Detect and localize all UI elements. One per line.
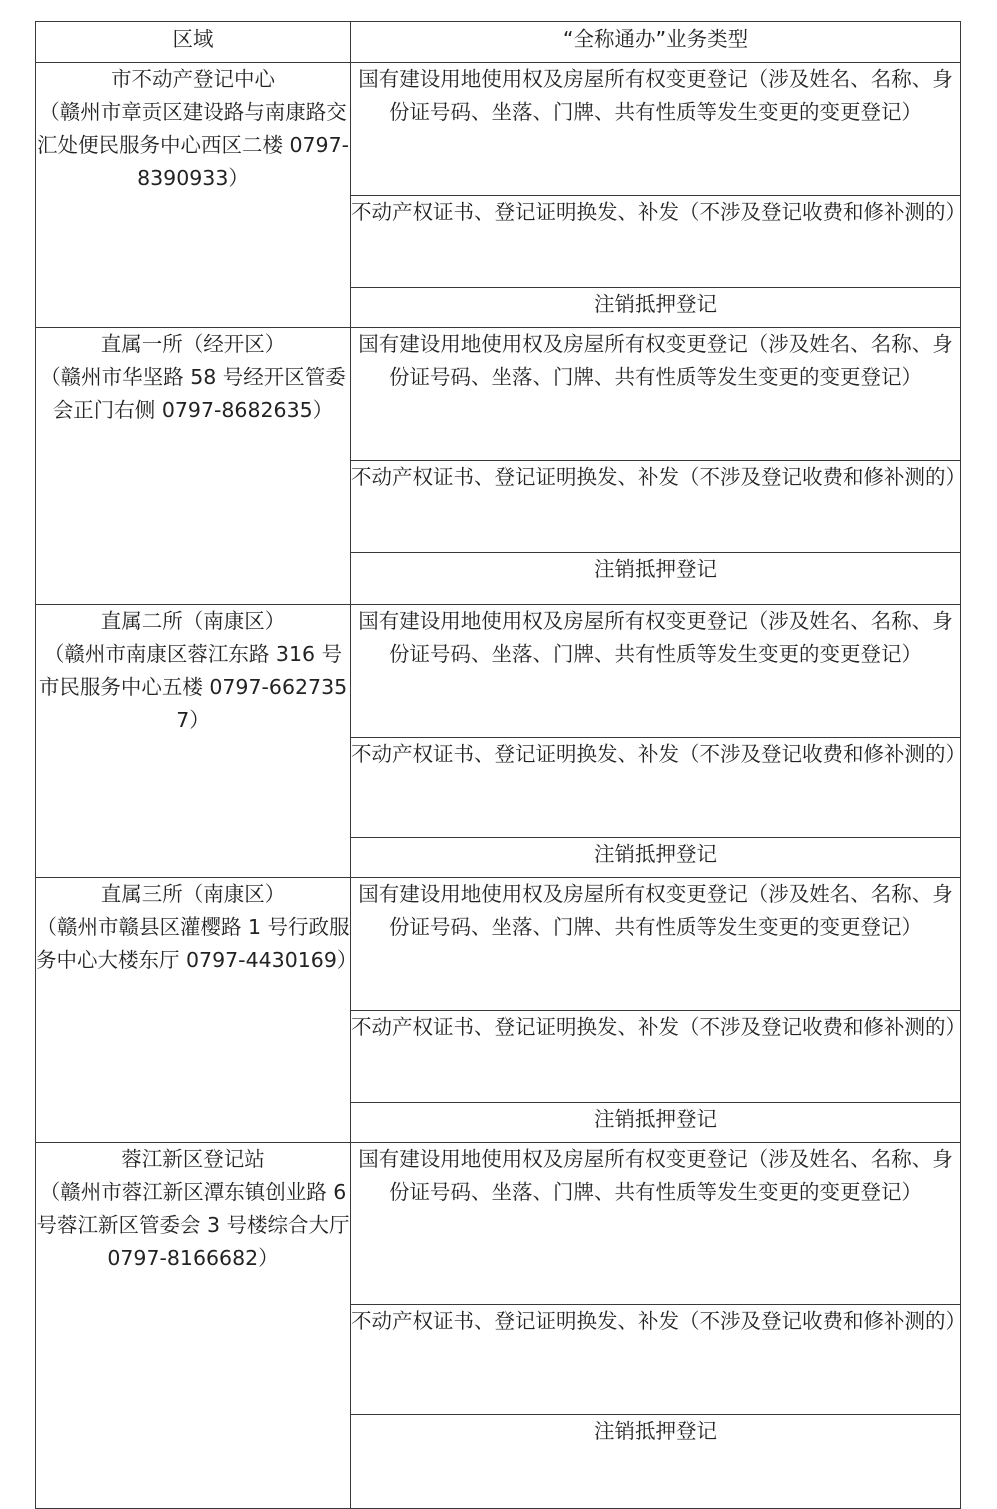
region-column-header: 区域 [36,22,351,63]
service-type-cancel-mortgage: 注销抵押登记 [351,288,961,328]
region-address: （赣州市南康区蓉江东路 316 号市民服务中心五楼 0797-6627357） [38,642,348,732]
region-name: 直属二所（南康区） [100,609,286,633]
service-type-certificate-reissue: 不动产权证书、登记证明换发、补发（不涉及登记收费和修补测的） [351,461,961,553]
service-type-certificate-reissue: 不动产权证书、登记证明换发、补发（不涉及登记收费和修补测的） [351,738,961,838]
region-name: 蓉江新区登记站 [121,1147,265,1171]
region-address: （赣州市蓉江新区潭东镇创业路 6 号蓉江新区管委会 3 号楼综合大厅 0797-8166682） [36,1180,350,1270]
table-row [36,605,961,738]
service-type-cancel-mortgage: 注销抵押登记 [351,1103,961,1143]
region-cell [36,63,351,328]
service-type-cancel-mortgage: 注销抵押登记 [351,1415,961,1509]
table-header-row [36,22,961,63]
service-type-change-registration: 国有建设用地使用权及房屋所有权变更登记（涉及姓名、名称、身份证号码、坐落、门牌、共有性质等发生变更的变更登记） [351,605,961,738]
service-type-cancel-mortgage: 注销抵押登记 [351,553,961,605]
region-cell [36,1143,351,1509]
region-cell [36,328,351,605]
region-name: 直属一所（经开区） [100,332,286,356]
region-address: （赣州市章贡区建设路与南康路交汇处便民服务中心西区二楼 0797-8390933） [36,100,350,190]
type-column-header: “全称通办”业务类型 [351,22,961,63]
service-type-change-registration: 国有建设用地使用权及房屋所有权变更登记（涉及姓名、名称、身份证号码、坐落、门牌、共有性质等发生变更的变更登记） [351,63,961,196]
region-address: （赣州市华坚路 58 号经开区管委会正门右侧 0797-8682635） [40,365,346,422]
service-type-change-registration: 国有建设用地使用权及房屋所有权变更登记（涉及姓名、名称、身份证号码、坐落、门牌、共有性质等发生变更的变更登记） [351,328,961,461]
service-type-change-registration: 国有建设用地使用权及房屋所有权变更登记（涉及姓名、名称、身份证号码、坐落、门牌、共有性质等发生变更的变更登记） [351,1143,961,1305]
service-type-certificate-reissue: 不动产权证书、登记证明换发、补发（不涉及登记收费和修补测的） [351,1305,961,1415]
table-row [36,878,961,1011]
table-row [36,328,961,461]
region-cell [36,605,351,878]
service-type-change-registration: 国有建设用地使用权及房屋所有权变更登记（涉及姓名、名称、身份证号码、坐落、门牌、共有性质等发生变更的变更登记） [351,878,961,1011]
service-type-certificate-reissue: 不动产权证书、登记证明换发、补发（不涉及登记收费和修补测的） [351,1011,961,1103]
services-table [35,21,966,1509]
table-row [36,63,961,196]
service-type-cancel-mortgage: 注销抵押登记 [351,838,961,878]
region-address: （赣州市赣县区灌樱路 1 号行政服务中心大楼东厅 0797-4430169） [36,915,358,972]
region-name: 市不动产登记中心 [111,67,275,91]
region-name: 直属三所（南康区） [100,882,286,906]
table-row [36,1143,961,1305]
region-cell [36,878,358,1143]
service-type-certificate-reissue: 不动产权证书、登记证明换发、补发（不涉及登记收费和修补测的） [351,196,961,288]
